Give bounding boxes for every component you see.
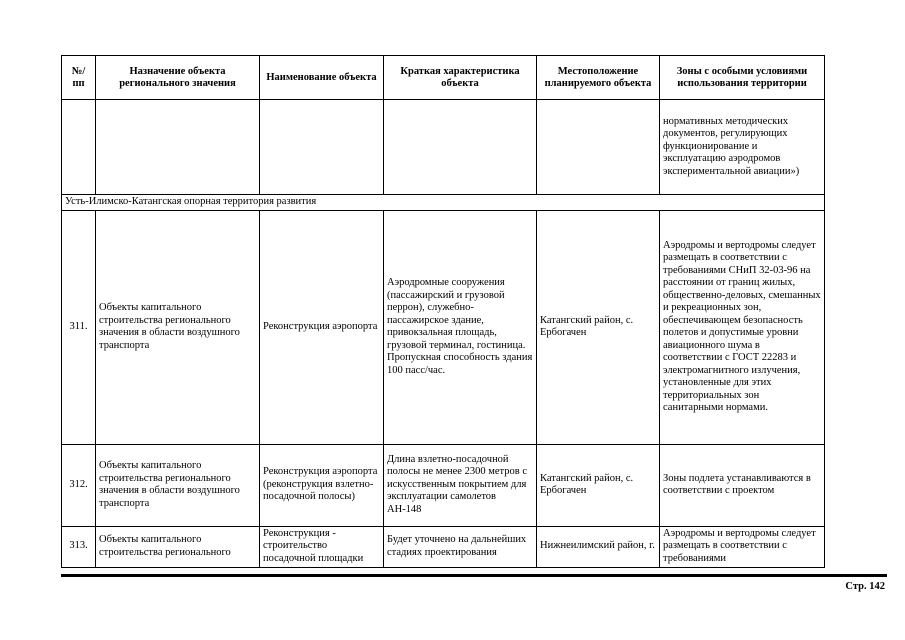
row-num: 313. bbox=[62, 526, 96, 567]
footer-rule bbox=[61, 574, 887, 577]
row-name: Реконструкция аэропорта (реконструкция взлетно-посадочной полосы) bbox=[260, 444, 384, 526]
page-number: Стр. 142 bbox=[845, 581, 885, 592]
row-characteristic: Длина взлетно-посадочной полосы не менее 2300 метров с искусственным покрытием для эксплуатации самолетов АН-148 bbox=[384, 444, 537, 526]
table-row bbox=[62, 526, 825, 567]
row-characteristic: Аэродромные сооружения (пассажирский и грузовой перрон), служебно-пассажирское здание, привокзальная площадь, грузовой терминал, гостиница. Пропускная способность здания 100 пасс/час. bbox=[384, 210, 537, 444]
row-name: Реконструкция - строительство посадочной площадки bbox=[260, 526, 384, 567]
row-location: Катангский район, с. Ербогачен bbox=[537, 210, 660, 444]
row-num: 311. bbox=[62, 210, 96, 444]
row-purpose: Объекты капитального строительства регионального значения в области воздушного транспорта bbox=[96, 444, 260, 526]
header-purpose: Назначение объекта регионального значения bbox=[96, 56, 260, 100]
row-zones: Зоны подлета устанавливаются в соответствии с проектом bbox=[660, 444, 825, 526]
document-table bbox=[61, 55, 825, 568]
continuation-row bbox=[62, 100, 825, 195]
row-zones: Аэродромы и вертодромы следует размещать в соответствии с требованиями СНиП 32-03-96 на расстоянии от границ жилых, общественно-деловых, смешанных и рекреационных зон, обеспечивающем безопасность полетов и допустимые уровни авиационного шума в соответствии с ГОСТ 22283 и электромагнитного излучения, установленные для этих территориальных зон санитарными нормами. bbox=[660, 210, 825, 444]
header-zones: Зоны с особыми условиями использования территории bbox=[660, 56, 825, 100]
header-location: Местоположение планируемого объекта bbox=[537, 56, 660, 100]
continuation-zones: нормативных методических документов, регулирующих функционирование и эксплуатацию аэродромов экспериментальной авиации») bbox=[660, 100, 825, 195]
row-zones: Аэродромы и вертодромы следует размещать в соответствии с требованиями bbox=[660, 526, 825, 567]
table-row bbox=[62, 444, 825, 526]
header-row bbox=[62, 56, 825, 100]
row-location: Нижнеилимский район, г. bbox=[537, 526, 660, 567]
row-purpose: Объекты капитального строительства регионального значения в области воздушного транспорта bbox=[96, 210, 260, 444]
row-name: Реконструкция аэропорта bbox=[260, 210, 384, 444]
row-num: 312. bbox=[62, 444, 96, 526]
row-location: Катангский район, с. Ербогачен bbox=[537, 444, 660, 526]
section-row bbox=[62, 195, 825, 211]
header-name: Наименование объекта bbox=[260, 56, 384, 100]
row-purpose: Объекты капитального строительства регионального bbox=[96, 526, 260, 567]
header-characteristic: Краткая характеристика объекта bbox=[384, 56, 537, 100]
table-row bbox=[62, 210, 825, 444]
header-num: №/ пп bbox=[62, 56, 96, 100]
section-title: Усть-Илимско-Катангская опорная территория развития bbox=[62, 195, 825, 211]
row-characteristic: Будет уточнено на дальнейших стадиях проектирования bbox=[384, 526, 537, 567]
